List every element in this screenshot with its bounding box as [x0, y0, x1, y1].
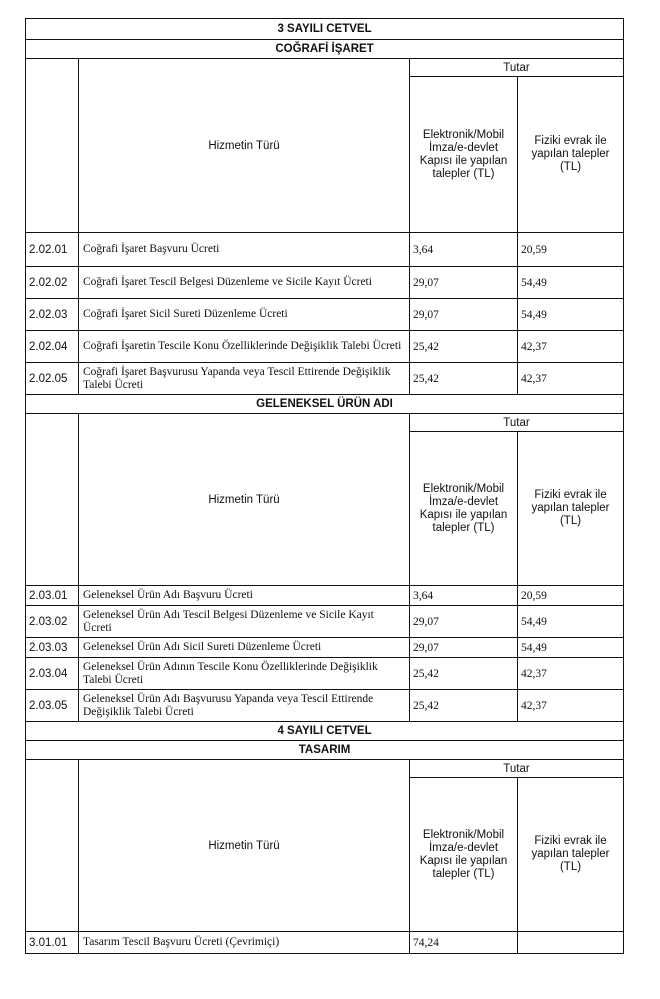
fee-electronic: 25,42 [410, 331, 518, 363]
fee-physical: 20,59 [518, 233, 624, 267]
fee-physical: 20,59 [518, 586, 624, 606]
fee-physical: 42,37 [518, 658, 624, 690]
fee-schedule-table [25, 18, 624, 954]
table-row [26, 586, 624, 606]
fee-code: 2.02.03 [26, 299, 79, 331]
section-title-design: TASARIM [26, 741, 624, 760]
fee-code: 2.02.01 [26, 233, 79, 267]
fee-electronic: 25,42 [410, 658, 518, 690]
section-title-geographical-indication: COĞRAFİ İŞARET [26, 40, 624, 59]
service-type-header: Hizmetin Türü [79, 59, 410, 233]
section-title-traditional-product-name: GELENEKSEL ÜRÜN ADI [26, 395, 624, 414]
table-row [26, 638, 624, 658]
schedule-3-title: 3 SAYILI CETVEL [26, 19, 624, 40]
fee-electronic: 3,64 [410, 233, 518, 267]
table-row [26, 331, 624, 363]
amount-header: Tutar [410, 760, 624, 778]
physical-requests-header: Fiziki evrak ile yapılan talepler (TL) [518, 778, 624, 932]
fee-physical: 54,49 [518, 299, 624, 331]
fee-electronic: 29,07 [410, 267, 518, 299]
fee-description: Tasarım Tescil Başvuru Ücreti (Çevrimiçi) [79, 932, 410, 954]
fee-physical: 54,49 [518, 606, 624, 638]
electronic-requests-header: Elektronik/Mobil İmza/e-devlet Kapısı ile yapılan talepler (TL) [410, 77, 518, 233]
fee-code: 2.03.05 [26, 690, 79, 722]
physical-requests-header: Fiziki evrak ile yapılan talepler (TL) [518, 77, 624, 233]
fee-electronic: 25,42 [410, 690, 518, 722]
fee-code: 2.02.04 [26, 331, 79, 363]
schedule-4-title: 4 SAYILI CETVEL [26, 722, 624, 741]
service-type-header: Hizmetin Türü [79, 760, 410, 932]
code-header-cell [26, 59, 79, 233]
fee-code: 2.03.03 [26, 638, 79, 658]
amount-header: Tutar [410, 59, 624, 77]
fee-description: Geleneksel Ürün Adı Başvuru Ücreti [79, 586, 410, 606]
fee-description: Coğrafi İşaret Başvuru Ücreti [79, 233, 410, 267]
fee-description: Coğrafi İşaretin Tescile Konu Özelliklerinde Değişiklik Talebi Ücreti [79, 331, 410, 363]
table-row [26, 363, 624, 395]
electronic-requests-header: Elektronik/Mobil İmza/e-devlet Kapısı ile yapılan talepler (TL) [410, 432, 518, 586]
fee-description: Coğrafi İşaret Başvurusu Yapanda veya Tescil Ettirende Değişiklik Talebi Ücreti [79, 363, 410, 395]
amount-header: Tutar [410, 414, 624, 432]
code-header-cell [26, 760, 79, 932]
fee-electronic: 25,42 [410, 363, 518, 395]
table-row [26, 658, 624, 690]
fee-description: Geleneksel Ürün Adı Başvurusu Yapanda veya Tescil Ettirende Değişiklik Talebi Ücreti [79, 690, 410, 722]
fee-electronic: 29,07 [410, 606, 518, 638]
fee-code: 2.03.02 [26, 606, 79, 638]
fee-electronic: 74,24 [410, 932, 518, 954]
physical-requests-header: Fiziki evrak ile yapılan talepler (TL) [518, 432, 624, 586]
table-row [26, 932, 624, 954]
table-row [26, 267, 624, 299]
fee-code: 2.03.04 [26, 658, 79, 690]
table-row [26, 299, 624, 331]
fee-code: 3.01.01 [26, 932, 79, 954]
table-row [26, 606, 624, 638]
fee-electronic: 29,07 [410, 299, 518, 331]
fee-physical: 54,49 [518, 638, 624, 658]
fee-code: 2.03.01 [26, 586, 79, 606]
fee-code: 2.02.05 [26, 363, 79, 395]
fee-description: Coğrafi İşaret Tescil Belgesi Düzenleme ve Sicile Kayıt Ücreti [79, 267, 410, 299]
electronic-requests-header: Elektronik/Mobil İmza/e-devlet Kapısı ile yapılan talepler (TL) [410, 778, 518, 932]
fee-description: Geleneksel Ürün Adı Sicil Sureti Düzenleme Ücreti [79, 638, 410, 658]
code-header-cell [26, 414, 79, 586]
fee-schedule-page [25, 18, 623, 954]
fee-code: 2.02.02 [26, 267, 79, 299]
fee-description: Coğrafi İşaret Sicil Sureti Düzenleme Ücreti [79, 299, 410, 331]
fee-physical [518, 932, 624, 954]
fee-physical: 54,49 [518, 267, 624, 299]
table-row [26, 690, 624, 722]
fee-description: Geleneksel Ürün Adı Tescil Belgesi Düzenleme ve Sicile Kayıt Ücreti [79, 606, 410, 638]
table-row [26, 233, 624, 267]
fee-physical: 42,37 [518, 331, 624, 363]
fee-physical: 42,37 [518, 363, 624, 395]
fee-description: Geleneksel Ürün Adının Tescile Konu Özelliklerinde Değişiklik Talebi Ücreti [79, 658, 410, 690]
fee-electronic: 3,64 [410, 586, 518, 606]
fee-physical: 42,37 [518, 690, 624, 722]
fee-electronic: 29,07 [410, 638, 518, 658]
service-type-header: Hizmetin Türü [79, 414, 410, 586]
